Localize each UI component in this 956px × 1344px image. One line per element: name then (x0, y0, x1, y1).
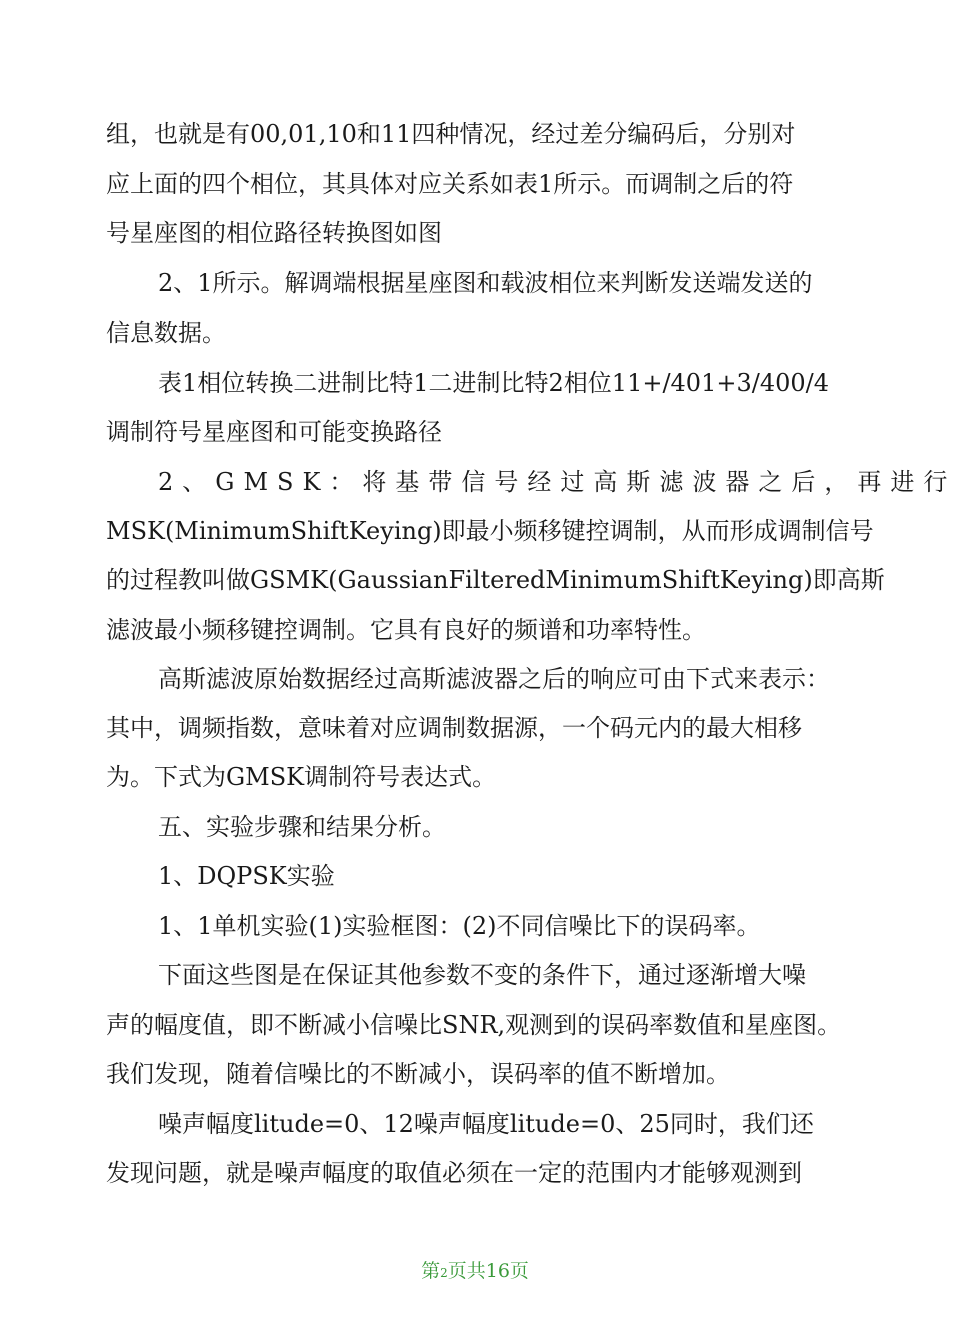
paragraph-line: 应上面的四个相位，其具体对应关系如表1所示。而调制之后的符 (106, 170, 794, 198)
paragraph-line: 2、1所示。解调端根据星座图和载波相位来判断发送端发送的 (158, 269, 813, 297)
paragraph-line: 的过程教叫做GSMK(GaussianFilteredMinimumShiftKeying)即高斯 (106, 566, 885, 594)
paragraph-line: 表1相位转换二进制比特1二进制比特2相位11+/401+3/400/4 (158, 369, 829, 397)
paragraph-line: 发现问题，就是噪声幅度的取值必须在一定的范围内才能够观测到 (106, 1159, 802, 1187)
paragraph-line: MSK(MinimumShiftKeying)即最小频移键控调制，从而形成调制信号 (106, 517, 874, 545)
page-footer (0, 1258, 950, 1286)
paragraph-line: 号星座图的相位路径转换图如图 (106, 219, 442, 247)
paragraph-line: 组，也就是有00,01,10和11四种情况，经过差分编码后，分别对 (106, 120, 796, 148)
paragraph-line: 我们发现，随着信噪比的不断减小，误码率的值不断增加。 (106, 1060, 730, 1088)
footer-page-number: 2 (440, 1266, 448, 1280)
paragraph-line: 噪声幅度litude=0、12噪声幅度litude=0、25同时，我们还 (158, 1110, 814, 1138)
paragraph-line: 其中，调频指数，意味着对应调制数据源，一个码元内的最大相移 (106, 714, 802, 742)
paragraph-line: 为。下式为GMSK调制符号表达式。 (106, 763, 497, 791)
paragraph-line: 信息数据。 (106, 319, 226, 347)
subsection-heading: 1、DQPSK实验 (158, 862, 335, 890)
paragraph-line: 2、GMSK：将基带信号经过高斯滤波器之后，再进行 (158, 468, 956, 496)
footer-prefix: 第 (421, 1260, 441, 1282)
paragraph-line: 调制符号星座图和可能变换路径 (106, 418, 442, 446)
paragraph-line: 滤波最小频移键控调制。它具有良好的频谱和功率特性。 (106, 616, 706, 644)
section-heading: 五、实验步骤和结果分析。 (158, 813, 446, 841)
footer-suffix: 页共16页 (447, 1260, 529, 1282)
paragraph-line: 1、1单机实验(1)实验框图：(2)不同信噪比下的误码率。 (158, 912, 761, 940)
paragraph-line: 高斯滤波原始数据经过高斯滤波器之后的响应可由下式来表示： (158, 665, 830, 693)
paragraph-line: 下面这些图是在保证其他参数不变的条件下，通过逐渐增大噪 (158, 961, 806, 989)
paragraph-line: 声的幅度值，即不断减小信噪比SNR,观测到的误码率数值和星座图。 (106, 1011, 842, 1039)
